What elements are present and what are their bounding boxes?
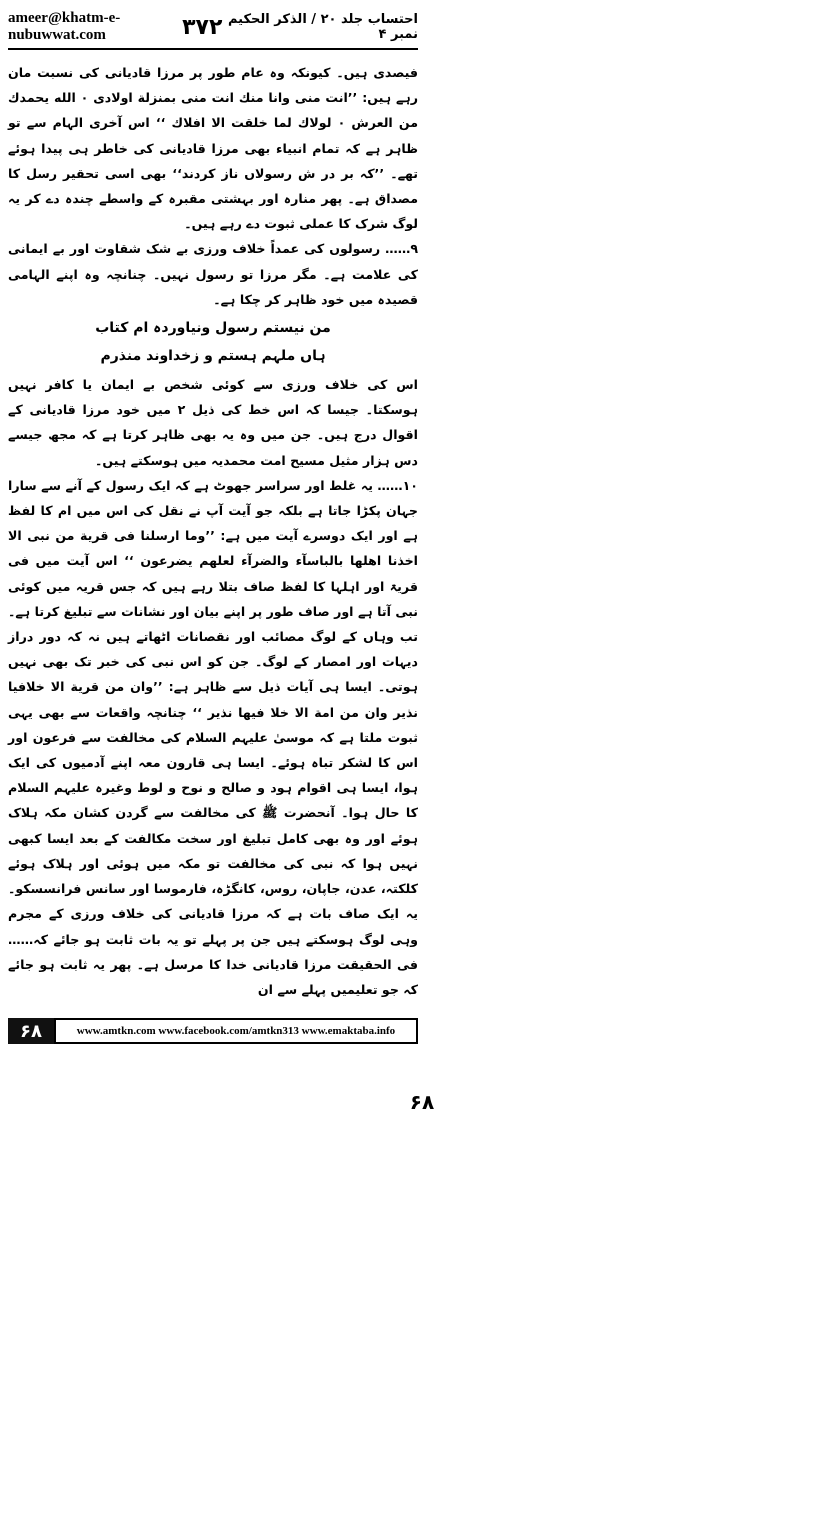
- poem-line: ہاں ملہم ہستم و زخداوند منذرم: [100, 348, 326, 365]
- bottom-page-number: ۶۸: [409, 1090, 435, 1114]
- footer-links: www.amtkn.com www.facebook.com/amtkn313 www.emaktaba.info: [54, 1018, 418, 1044]
- page-footer: [8, 1018, 418, 1044]
- poem-line: من نیستم رسول ونیاوردہ ام کتاب: [95, 320, 331, 337]
- paragraph: فیصدی ہیں۔ کیونکہ وہ عام طور پر مرزا قادیانی کی نسبت مان رہے ہیں: ’’انت منی وانا منك انت منی بمنزلة اولادی ۰ الله یحمدك من العرش ۰ لولاك لما خلقت الا افلاك ‘‘ اس آخری الہام سے تو ظاہر ہے کہ تمام انبیاء بھی مرزا قادیانی کی خاطر ہی پیدا ہوئے تھے۔ ’’کہ بر در ش رسولاں ناز کردند‘‘ بھی اسی تحقیر رسل کا مصداق ہے۔ پھر منارہ اور بہشتی مقبرہ کے واسطے چندہ دے کر یہ لوگ شرک کا عملی ثبوت دے رہے ہیں۔: [8, 65, 418, 232]
- body-text: [8, 60, 418, 1002]
- paragraph: اس کی خلاف ورزی سے کوئی شخص بے ایمان یا کافر نہیں ہوسکتا۔ جیسا کہ اس خط کی ذیل ۲ میں خود مرزا قادیانی کے اقوال درج ہیں۔ جن میں وہ یہ بھی ظاہر کرتا ہے کہ مجھ جیسے دس ہزار مثیل مسیح امت محمدیہ میں ہوسکتے ہیں۔: [8, 377, 418, 468]
- footer-page-number: ۶۸: [8, 1018, 54, 1044]
- poem: [8, 312, 418, 372]
- paragraph: ۹…… رسولوں کی عمداً خلاف ورزی بے شک شقاوت اور بے ایمانی کی علامت ہے۔ مگر مرزا تو رسول نہیں۔ چنانچہ وہ اپنے الہامی قصیدہ میں خود ظاہر کر چکا ہے۔: [8, 241, 418, 307]
- header-left: [8, 10, 222, 44]
- header-series-title: احتساب جلد ۲۰ / الذکر الحکیم نمبر ۴: [227, 12, 418, 42]
- header-divider: [8, 48, 418, 50]
- header-email: ameer@khatm-e-nubuwwat.com: [8, 10, 121, 43]
- page-header: [8, 8, 418, 46]
- header-page-number: ۳۷۲: [182, 14, 223, 40]
- paragraph: ۱۰…… یہ غلط اور سراسر جھوٹ ہے کہ ایک رسول کے آنے سے سارا جہان پکڑا جاتا ہے بلکہ جو آیت آپ نے نقل کی اس میں ام کا لفظ ہے اور ایک دوسرے آیت میں ہے: ’’وما ارسلنا فی قریة من نبی الا اخذنا اهلها بالباسآء والضرآء لعلهم یضرعون ‘‘ اس آیت میں فی قریۃ اور اہلہا کا لفظ صاف بتلا رہے ہیں کہ جس قریہ میں کوئی نبی آتا ہے اور صاف طور پر اپنے بیان اور نشانات سے تبلیغ کرتا ہے۔ تب وہاں کے لوگ مصائب اور نقصانات اٹھاتے ہیں نہ کہ دور دراز دیہات اور امصار کے لوگ۔ جن کو اس نبی کی خبر تک بھی نہیں ہوتی۔ ایسا ہی آیات ذیل سے ظاہر ہے: ’’وان من قرية الا خلافيا نذير وان من امة الا خلا فيها نذير ‘‘ چنانچہ واقعات سے بھی یہی ثبوت ملتا ہے کہ موسیٰ علیہم السلام کی مخالفت سے فرعون اور اس کا لشکر تباہ ہوئے۔ ایسا ہی قارون معہ اپنے آدمیوں کی ایک ہوا، ایسا ہی اقوام ہود و صالح و نوح و لوط وغیرہ علیہم السلام کا حال ہوا۔ آنحضرت ﷺ کی مخالفت سے گردن کشان مکہ ہلاک ہوئے اور وہ بھی کامل تبلیغ اور سخت مکالفت کے بعد ایسا کبھی نہیں ہوا کہ نبی کی مخالفت تو مکہ میں ہوئی اور ہلاک ہوئے کلکتہ، عدن، جاپان، روس، کانگڑہ، فارموسا اور سانس فرانسسکو۔ یہ ایک صاف بات ہے کہ مرزا قادیانی کی خلاف ورزی کے مجرم وہی لوگ ہوسکتے ہیں جن پر پہلے تو یہ بات ثابت ہو جائے کہ…… فی الحقیقت مرزا قادیانی خدا کا مرسل ہے۔ پھر یہ ثابت ہو جائے کہ جو تعلیمیں پہلے سے ان: [8, 477, 418, 997]
- document-page: [0, 0, 420, 1050]
